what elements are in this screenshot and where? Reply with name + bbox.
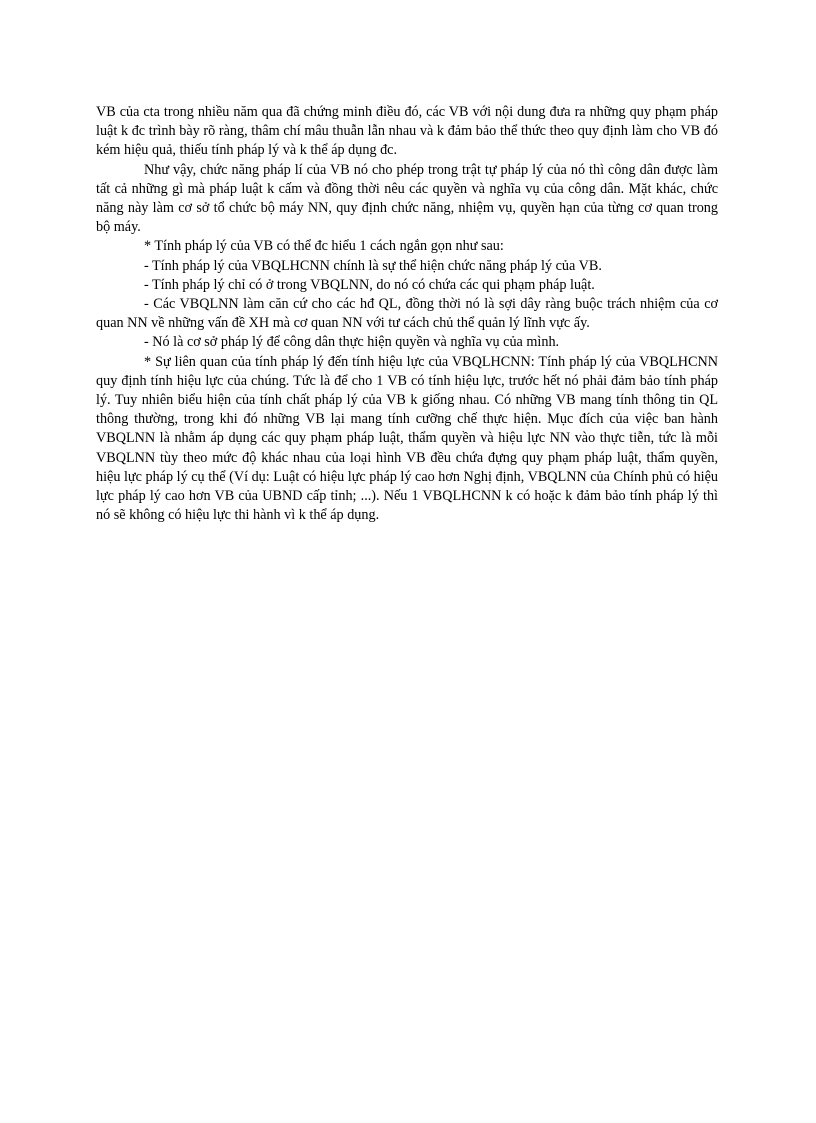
paragraph-legal-nature-heading: * Tính pháp lý của VB có thể đc hiểu 1 cách ngắn gọn như sau: [144, 238, 504, 255]
paragraph-relation-validity: * Sự liên quan của tính pháp lý đến tính hiệu lực của VBQLHCNN: Tính pháp lý của VBQLHCNN quy định tính hiệu lực của chúng. Tức là để cho 1 VB có tính hiệu lực, trước hết nó phải đảm bảo tính pháp lý. Tuy nhiên biểu hiện của tính chất pháp lý của VB k giống nhau. Có những VB mang tính thông tin QL thông thường, trong khi đó những VB lại mang tính cưỡng chế thực hiện. Mục đích của việc ban hành VBQLNN là nhằm áp dụng các quy phạm pháp luật, thẩm quyền và hiệu lực NN vào thực tiễn, tức là mỗi VBQLNN tùy theo mức độ khác nhau của loại hình VB đều chứa đựng quy phạm pháp luật, thẩm quyền, hiệu lực pháp lý cụ thể (Ví dụ: Luật có hiệu lực pháp lý cao hơn Nghị định, VBQLNN của Chính phủ có hiệu lực pháp lý cao hơn VB của UBND cấp tỉnh; ...). Nếu 1 VBQLHCNN k có hoặc k đảm bảo tính pháp lý thì nó sẽ không có hiệu lực thi hành vì k thể áp dụng. [96, 353, 718, 524]
paragraph-intro: VB của cta trong nhiều năm qua đã chứng minh điều đó, các VB với nội dung đưa ra những quy phạm pháp luật k đc trình bày rõ ràng, thâm chí mâu thuẫn lẫn nhau và k đảm bảo thể thức theo quy định làm cho VB đó kém hiệu quả, thiếu tính pháp lý và k thể áp dụng đc. [96, 104, 718, 159]
document-page [96, 103, 718, 525]
paragraph-bullet-2: - Tính pháp lý chỉ có ở trong VBQLNN, do nó có chứa các qui phạm pháp luật. [144, 276, 595, 293]
paragraph-legal-function: Như vậy, chức năng pháp lí của VB nó cho phép trong trật tự pháp lý của nó thì công dân được làm tất cả những gì mà pháp luật k cấm và đồng thời nêu các quyền và nghĩa vụ của công dân. Mặt khác, chức năng này làm cơ sở tổ chức bộ máy NN, quy định chức năng, nhiệm vụ, quyền hạn của từng cơ quan trong bộ máy. [96, 161, 718, 236]
paragraph-bullet-4: - Nó là cơ sở pháp lý để công dân thực hiện quyền và nghĩa vụ của mình. [144, 334, 560, 351]
paragraph-bullet-1: - Tính pháp lý của VBQLHCNN chính là sự thể hiện chức năng pháp lý của VB. [144, 257, 602, 274]
paragraph-bullet-3: - Các VBQLNN làm căn cứ cho các hđ QL, đồng thời nó là sợi dây ràng buộc trách nhiệm của cơ quan NN về những vấn đề XH mà cơ quan NN với tư cách chủ thể quản lý lĩnh vực ấy. [96, 296, 718, 332]
